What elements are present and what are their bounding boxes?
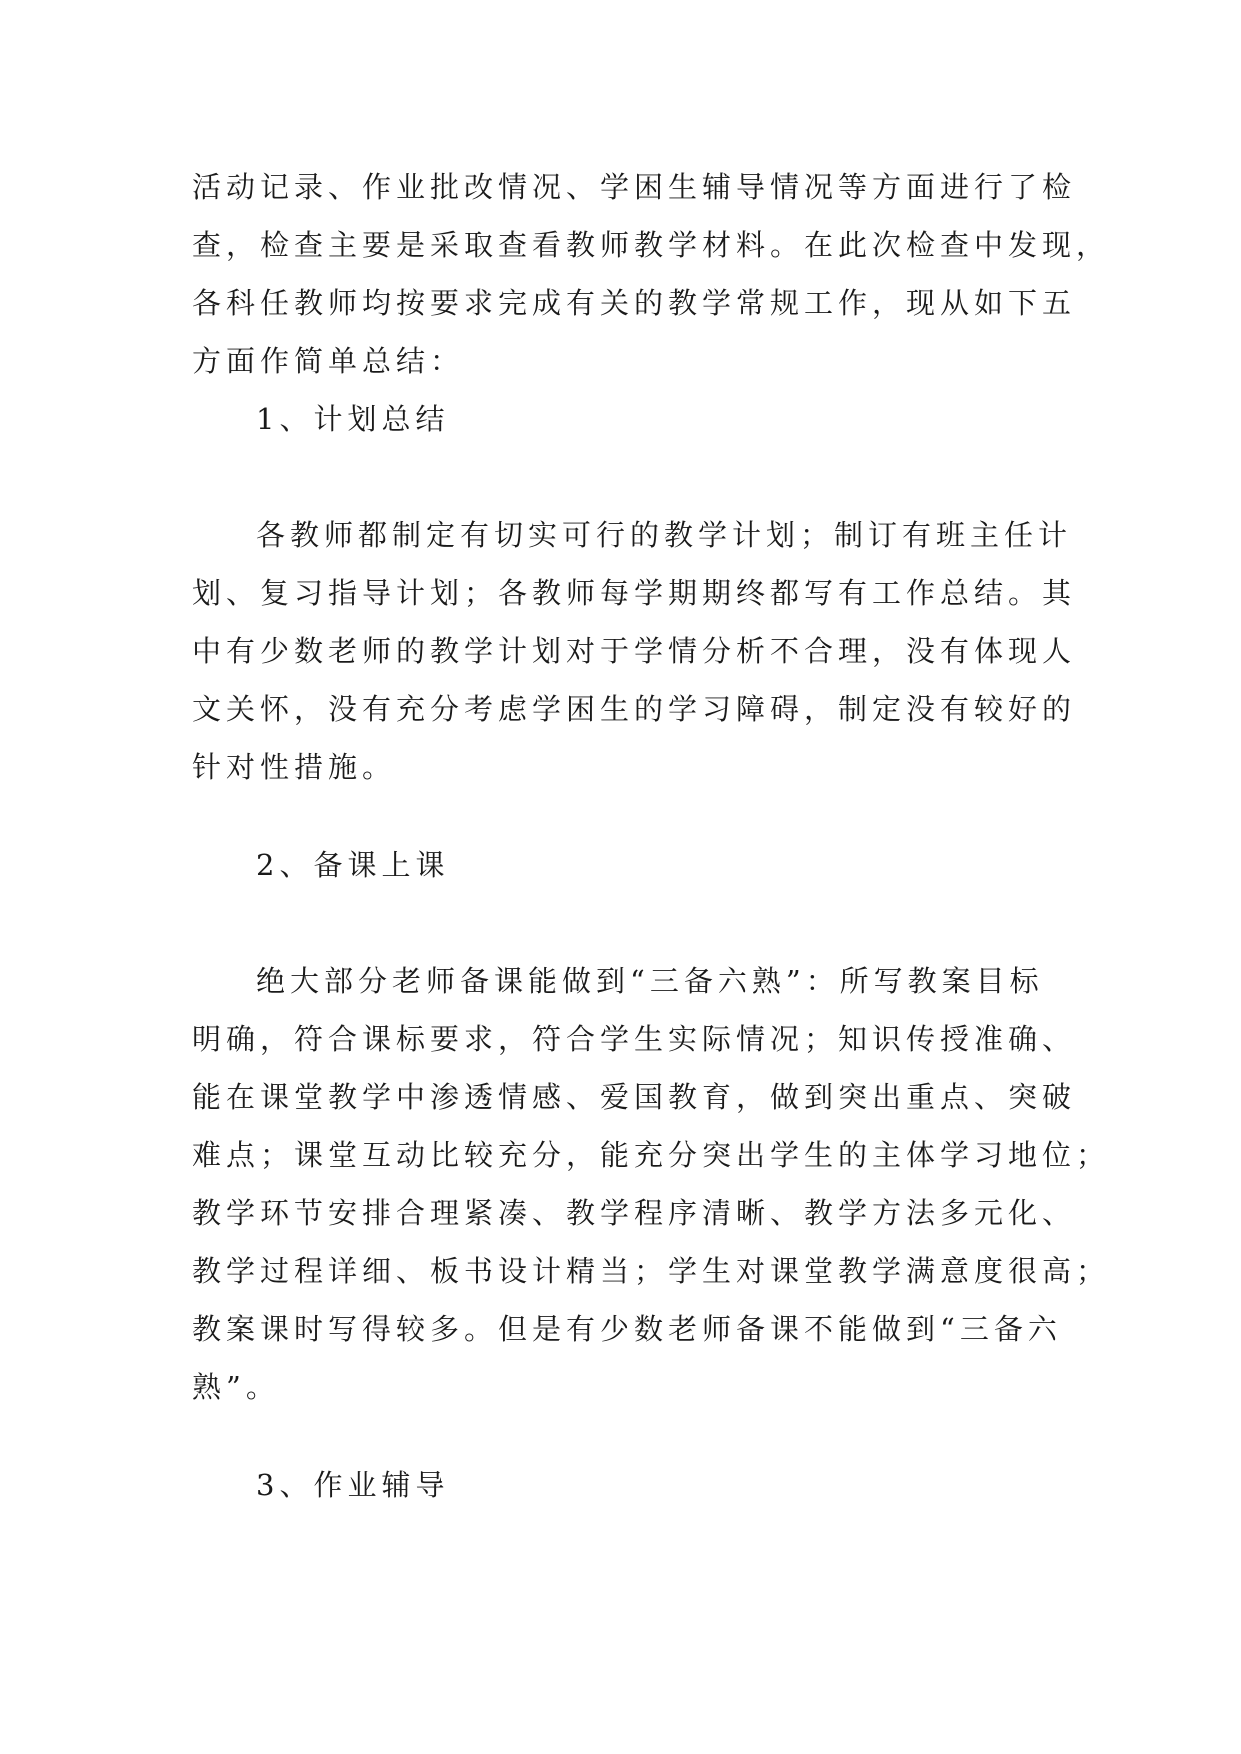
paragraph-line: 难点；课堂互动比较充分，能充分突出学生的主体学习地位； <box>192 1138 1111 1172</box>
paragraph-line: 文关怀，没有充分考虑学困生的学习障碍，制定没有较好的 <box>192 692 1077 726</box>
spacer <box>192 448 1050 506</box>
spacer <box>192 1416 1050 1456</box>
paragraph-line: 绝大部分老师备课能做到“三备六熟”：所写教案目标 <box>256 964 1044 998</box>
spacer <box>192 796 1050 836</box>
intro-line: 方面作简单总结： <box>192 344 465 378</box>
paragraph-line: 能在课堂教学中渗透情感、爱国教育，做到突出重点、突破 <box>192 1080 1077 1114</box>
paragraph-line: 明确，符合课标要求，符合学生实际情况；知识传授准确、 <box>192 1022 1077 1056</box>
paragraph-line: 各教师都制定有切实可行的教学计划；制订有班主任计 <box>256 518 1073 552</box>
section-heading-homework-tutoring: 3、作业辅导 <box>256 1468 450 1502</box>
paragraph-line: 熟”。 <box>192 1370 280 1404</box>
intro-line: 查，检查主要是采取查看教师教学材料。在此次检查中发现， <box>192 228 1111 262</box>
section-paragraph-lesson-prep <box>192 952 1111 1416</box>
intro-line: 各科任教师均按要求完成有关的教学常规工作，现从如下五 <box>192 286 1077 320</box>
intro-line: 活动记录、作业批改情况、学困生辅导情况等方面进行了检 <box>192 170 1077 204</box>
section-heading-lesson-prep: 2、备课上课 <box>256 848 450 882</box>
paragraph-line: 针对性措施。 <box>192 750 397 784</box>
paragraph-line: 教案课时写得较多。但是有少数老师备课不能做到“三备六 <box>192 1312 1062 1346</box>
paragraph-line: 中有少数老师的教学计划对于学情分析不合理，没有体现人 <box>192 634 1077 668</box>
section-paragraph-plan-summary <box>192 506 1077 796</box>
section-heading-plan-summary: 1、计划总结 <box>256 402 450 436</box>
spacer <box>192 894 1050 952</box>
intro-paragraph <box>192 158 1111 390</box>
paragraph-line: 教学环节安排合理紧凑、教学程序清晰、教学方法多元化、 <box>192 1196 1077 1230</box>
paragraph-line: 教学过程详细、板书设计精当；学生对课堂教学满意度很高； <box>192 1254 1111 1288</box>
paragraph-line: 划、复习指导计划；各教师每学期期终都写有工作总结。其 <box>192 576 1077 610</box>
document-body <box>192 158 1111 1514</box>
